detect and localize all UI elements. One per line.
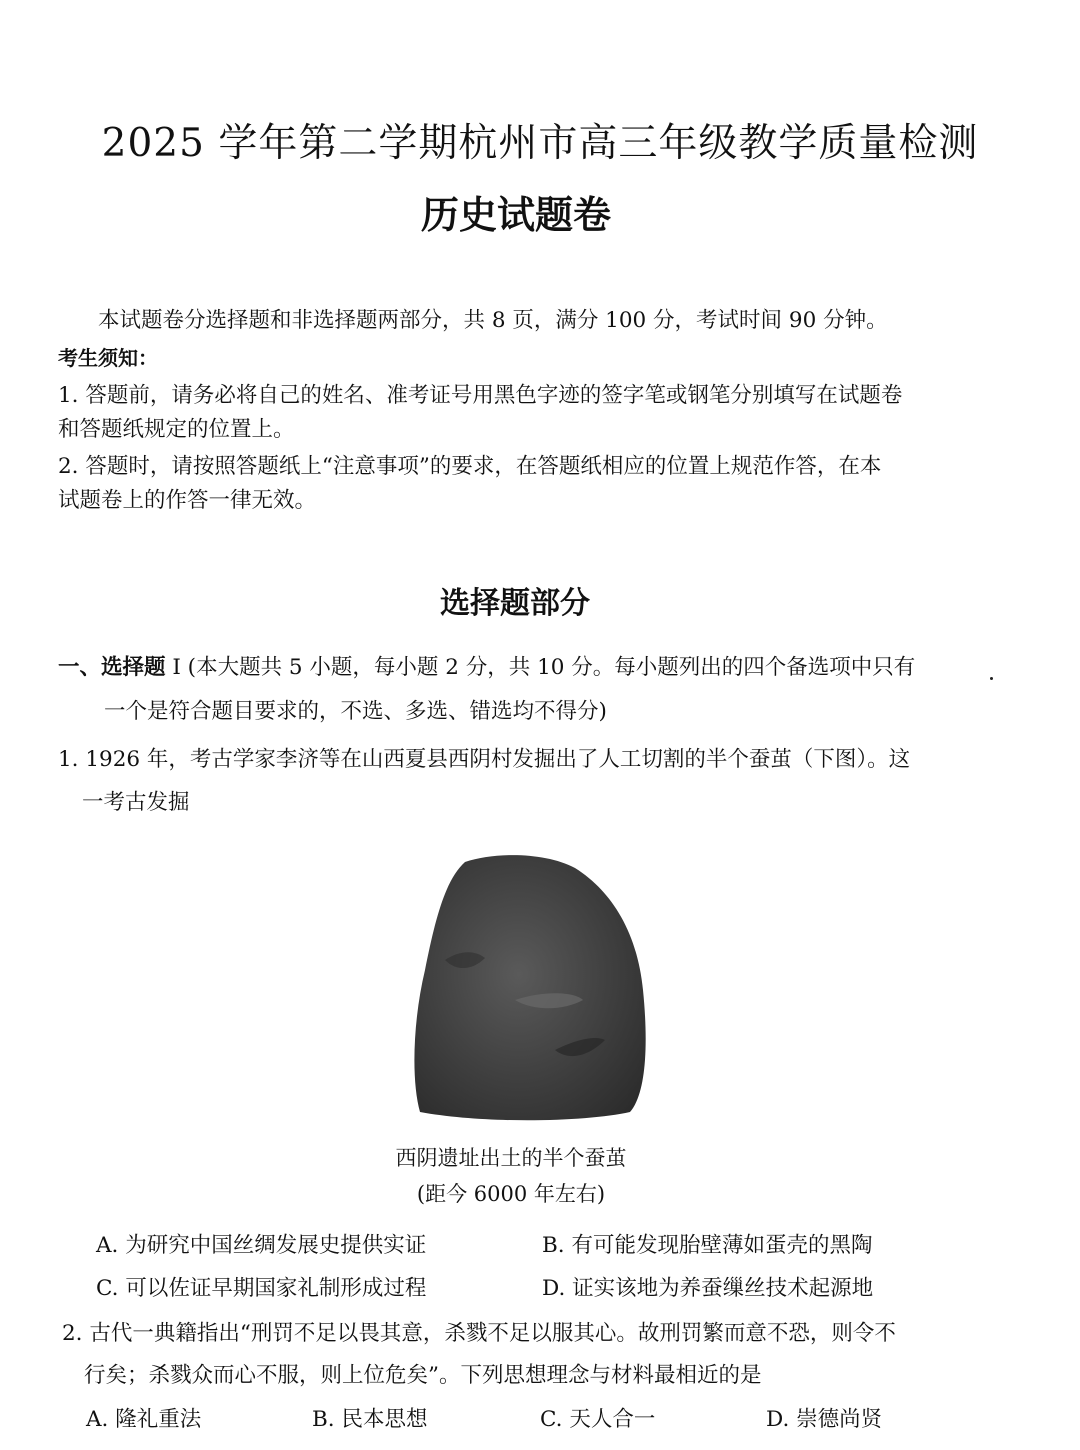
question-1-option-a: A. 为研究中国丝绸发展史提供实证 [96,1233,427,1258]
exam-intro: 本试题卷分选择题和非选择题两部分，共 8 页，满分 100 分，考试时间 90 分钟。 [98,308,888,333]
exam-title: 2025 学年第二学期杭州市高三年级教学质量检测 [101,121,979,166]
question-2-stem: 2. 古代一典籍指出“刑罚不足以畏其意，杀戮不足以服其心。故刑罚繁而意不恐，则令不 [62,1321,896,1346]
notice-line: 1. 答题前，请务必将自己的姓名、准考证号用黑色字迹的签字笔或钢笔分别填写在试题卷 [58,383,903,408]
question-2-stem-cont: 行矣；杀戮众而心不服，则上位危矣”。下列思想理念与材料最相近的是 [84,1363,762,1388]
section-title: 选择题部分 [440,586,590,621]
part-label: 一、选择题 [58,655,166,680]
question-1-option-b: B. 有可能发现胎壁薄如蛋壳的黑陶 [542,1233,873,1258]
question-2-option-c: C. 天人合一 [540,1407,656,1432]
silkworm-cocoon-image [405,850,650,1125]
figure-caption: 西阴遗址出土的半个蚕茧 [395,1146,627,1170]
notice-heading: 考生须知： [58,346,158,370]
part-instructions-cont: 一个是符合题目要求的，不选、多选、错选均不得分) [104,699,607,724]
question-2-option-a: A. 隆礼重法 [86,1407,202,1432]
notice-line: 试题卷上的作答一律无效。 [58,488,317,513]
question-2-option-b: B. 民本思想 [312,1407,428,1432]
question-1-option-d: D. 证实该地为养蚕缫丝技术起源地 [542,1276,874,1301]
exam-subtitle: 历史试题卷 [420,193,611,237]
notice-line: 和答题纸规定的位置上。 [58,417,295,442]
scan-speck [990,677,993,680]
part-instructions: Ⅰ (本大题共 5 小题，每小题 2 分，共 10 分。每小题列出的四个备选项中只有 [165,655,916,680]
question-1-stem: 1. 1926 年，考古学家李济等在山西夏县西阴村发掘出了人工切割的半个蚕茧（下图）。这 [58,747,911,772]
question-1-option-c: C. 可以佐证早期国家礼制形成过程 [96,1276,427,1301]
notice-line: 2. 答题时，请按照答题纸上“注意事项”的要求，在答题纸相应的位置上规范作答，在本 [58,454,882,479]
question-1-stem-cont: 一考古发掘 [82,790,190,815]
part-heading [58,650,915,681]
figure-caption-date: (距今 6000 年左右) [416,1182,606,1206]
question-2-option-d: D. 崇德尚贤 [766,1407,883,1432]
